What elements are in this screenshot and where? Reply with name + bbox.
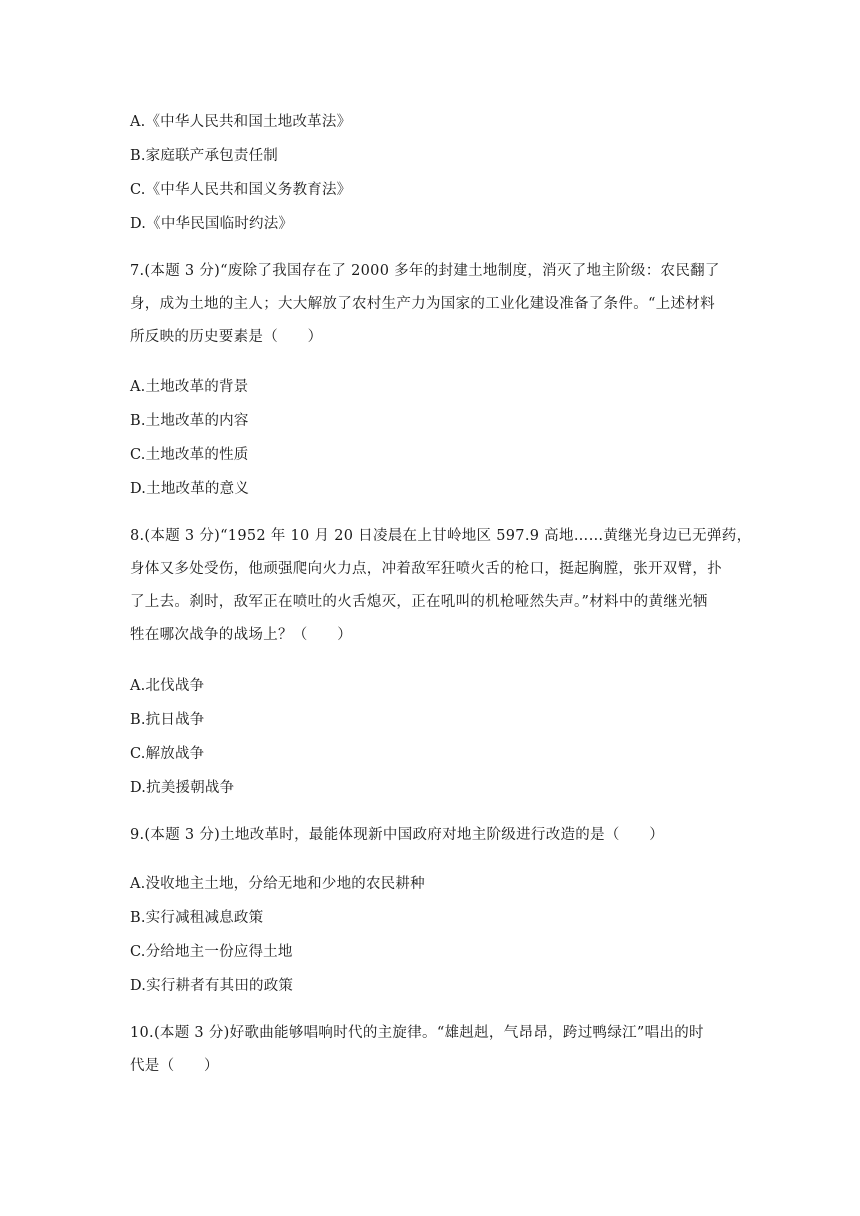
q8-stem-line: 了上去。刹时，敌军正在喷吐的火舌熄灭，正在吼叫的机枪哑然失声。”材料中的黄继光牺	[130, 594, 708, 610]
q8-option-a: A.北伐战争	[130, 678, 205, 694]
q8-option-b: B.抗日战争	[130, 712, 205, 728]
q9-stem	[130, 819, 730, 852]
q9-stem-line: 9.(本题 3 分)土地改革时，最能体现新中国政府对地主阶级进行改造的是（ ）	[130, 827, 665, 843]
q8-option-d: D.抗美援朝战争	[130, 780, 235, 796]
q9-option-d: D.实行耕者有其田的政策	[130, 978, 294, 994]
q7-stem-line: 7.(本题 3 分)“废除了我国存在了 2000 多年的封建土地制度，消灭了地主阶级：农民翻了	[130, 263, 720, 279]
q8-stem	[130, 520, 752, 652]
q6-option-a: A.《中华人民共和国土地改革法》	[130, 114, 352, 130]
q7-option-b: B.土地改革的内容	[130, 413, 249, 429]
q10-stem	[130, 1017, 730, 1083]
q6-option-b: B.家庭联产承包责任制	[130, 148, 278, 164]
q7-option-d: D.土地改革的意义	[130, 481, 250, 497]
q8-option-c: C.解放战争	[130, 746, 205, 762]
q9-option-a: A.没收地主土地，分给无地和少地的农民耕种	[130, 876, 425, 892]
q8-stem-line: 身体又多处受伤，他顽强爬向火力点，冲着敌军狂喷火舌的枪口，挺起胸膛，张开双臂，扑	[130, 561, 722, 577]
q9-option-c: C.分给地主一份应得土地	[130, 944, 293, 960]
q7-stem	[130, 255, 730, 354]
q10-stem-line: 代是（ ）	[130, 1058, 219, 1074]
q7-stem-line: 所反映的历史要素是（ ）	[130, 329, 323, 345]
q6-option-d: D.《中华民国临时约法》	[130, 216, 294, 232]
q8-stem-line: 牲在哪次战争的战场上？（ ）	[130, 627, 352, 643]
q7-option-c: C.土地改革的性质	[130, 447, 249, 463]
q9-option-b: B.实行减租减息政策	[130, 910, 264, 926]
q7-option-a: A.土地改革的背景	[130, 379, 249, 395]
q10-stem-line: 10.(本题 3 分)好歌曲能够唱响时代的主旋律。“雄赳赳，气昂昂，跨过鸭绿江”唱出的时	[130, 1025, 704, 1041]
q7-stem-line: 身，成为土地的主人；大大解放了农村生产力为国家的工业化建设准备了条件。“上述材料	[130, 296, 715, 312]
q6-option-c: C.《中华人民共和国义务教育法》	[130, 182, 352, 198]
q8-stem-line: 8.(本题 3 分)“1952 年 10 月 20 日凌晨在上甘岭地区 597.9 高地……黄继光身边已无弹药，	[130, 528, 752, 544]
